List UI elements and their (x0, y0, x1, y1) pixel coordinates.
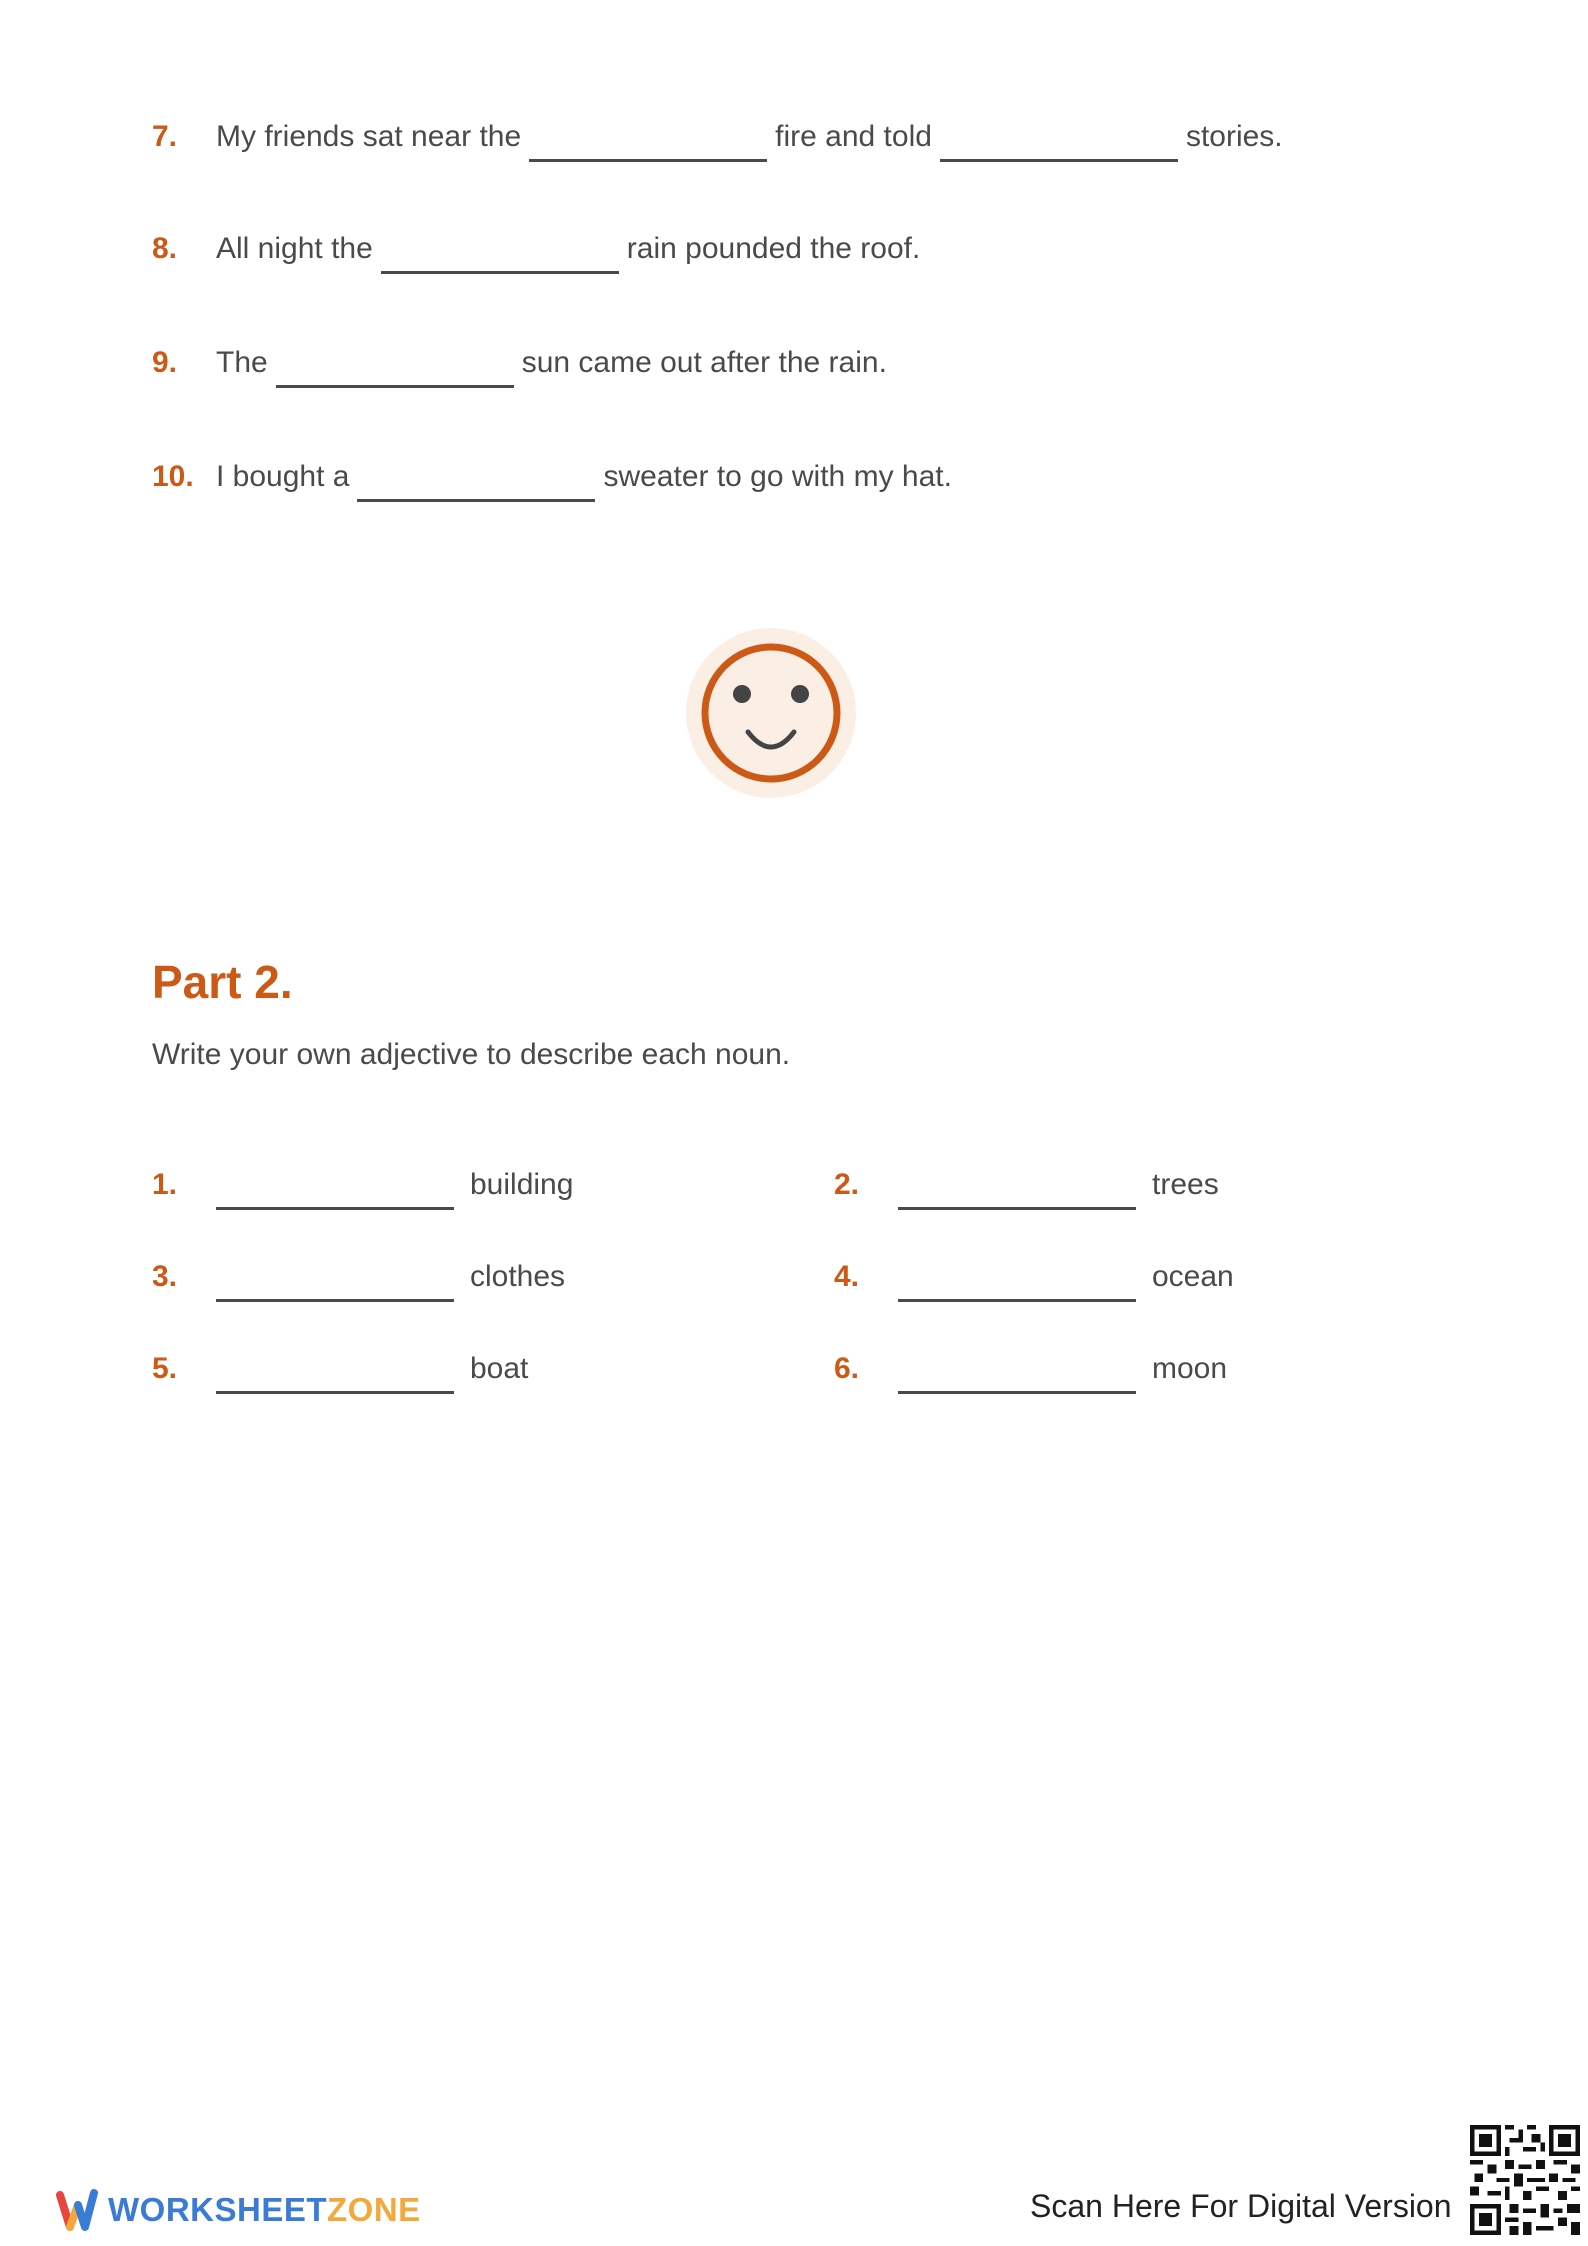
noun-text: building (470, 1168, 574, 1201)
item-number: 10. (152, 460, 194, 493)
sentence-text: The (216, 346, 268, 379)
item-number: 2. (834, 1168, 860, 1201)
answer-blank[interactable] (529, 125, 767, 162)
sentence-item-7 (152, 107, 1283, 167)
answer-blank[interactable] (216, 1173, 454, 1210)
item-number: 6. (834, 1352, 860, 1385)
answer-blank[interactable] (276, 351, 514, 388)
answer-blank[interactable] (940, 125, 1178, 162)
answer-blank[interactable] (381, 237, 619, 274)
sentence-text: My friends sat near the (216, 120, 522, 153)
worksheetzone-logo-icon (56, 2185, 98, 2235)
item-number: 7. (152, 120, 178, 153)
answer-blank[interactable] (216, 1357, 454, 1394)
noun-item-6 (834, 1339, 1227, 1399)
scan-text: Scan Here For Digital Version (1030, 2188, 1452, 2224)
worksheetzone-logo[interactable] (56, 2180, 421, 2240)
sentence-text: stories. (1185, 120, 1283, 153)
item-number: 4. (834, 1260, 860, 1293)
item-number: 3. (152, 1260, 178, 1293)
instructions-text: Write your own adjective to describe each noun. (152, 1038, 791, 1071)
noun-item-3 (152, 1247, 565, 1307)
item-number: 9. (152, 346, 178, 379)
sentence-text: sun came out after the rain. (521, 346, 887, 379)
smiley-face-icon (686, 628, 856, 798)
sentence-text: I bought a (216, 460, 350, 493)
noun-text: clothes (470, 1260, 566, 1293)
item-number: 8. (152, 232, 178, 265)
noun-text: boat (470, 1352, 529, 1385)
sentence-item-9 (152, 333, 887, 393)
answer-blank[interactable] (357, 465, 595, 502)
noun-text: trees (1152, 1168, 1219, 1201)
noun-text: ocean (1152, 1260, 1234, 1293)
noun-item-5 (152, 1339, 528, 1399)
sentence-text: fire and told (775, 120, 932, 153)
answer-blank[interactable] (898, 1173, 1136, 1210)
qr-code-icon[interactable] (1470, 2125, 1580, 2235)
answer-blank[interactable] (898, 1357, 1136, 1394)
part-title: Part 2. (152, 956, 293, 1008)
sentence-text: All night the (216, 232, 373, 265)
sentence-text: sweater to go with my hat. (603, 460, 952, 493)
noun-item-2 (834, 1155, 1219, 1215)
item-number: 5. (152, 1352, 178, 1385)
logo-text: WORKSHEETZONE (108, 2191, 421, 2228)
answer-blank[interactable] (898, 1265, 1136, 1302)
noun-item-1 (152, 1155, 573, 1215)
sentence-item-10 (152, 447, 952, 507)
noun-item-4 (834, 1247, 1234, 1307)
noun-text: moon (1152, 1352, 1228, 1385)
sentence-item-8 (152, 219, 920, 279)
item-number: 1. (152, 1168, 178, 1201)
sentence-text: rain pounded the roof. (626, 232, 921, 265)
answer-blank[interactable] (216, 1265, 454, 1302)
